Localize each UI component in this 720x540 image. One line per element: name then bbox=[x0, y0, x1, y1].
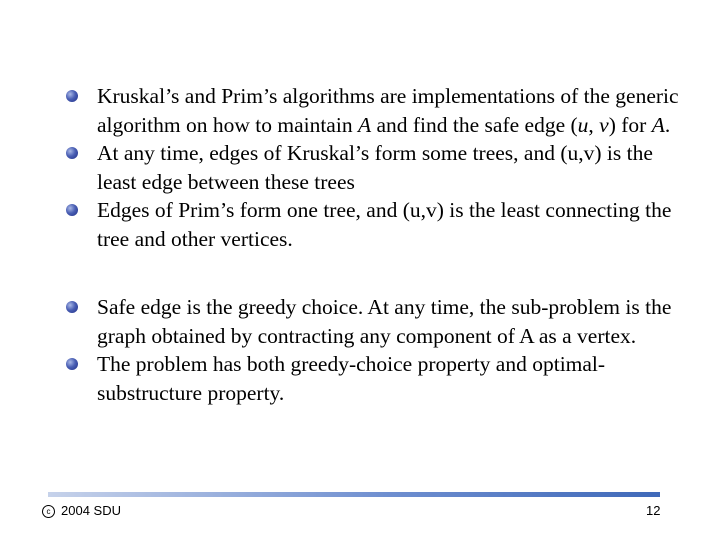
page-number: 12 bbox=[646, 503, 661, 518]
text-segment: . bbox=[664, 112, 671, 137]
copyright-icon: c bbox=[42, 505, 55, 518]
bullet-dot-icon bbox=[66, 301, 78, 313]
bullet-dot-icon bbox=[66, 90, 78, 102]
text-segment-italic: A bbox=[651, 112, 665, 137]
bullet-text: Safe edge is the greedy choice. At any time, the sub-problem is the graph obtained by contracting any component of A as a vertex. bbox=[97, 295, 672, 348]
bullet-dot-icon bbox=[66, 358, 78, 370]
footer-copyright bbox=[42, 503, 121, 518]
text-segment-italic: u bbox=[577, 112, 589, 137]
text-segment: Kruskal’s and Prim’s algorithms are implementations of the generic algorithm on how to maintain bbox=[97, 84, 679, 137]
text-segment: , bbox=[588, 112, 600, 137]
bullet-item bbox=[62, 82, 682, 139]
bullet-dot-icon bbox=[66, 204, 78, 216]
copyright-text: 2004 SDU bbox=[61, 503, 121, 518]
bullet-text: The problem has both greedy-choice property and optimal-substructure property. bbox=[97, 352, 606, 405]
bullet-text: Edges of Prim’s form one tree, and (u,v) is the least connecting the tree and other vertices. bbox=[97, 198, 672, 251]
bullet-text: At any time, edges of Kruskal’s form some trees, and (u,v) is the least edge between these trees bbox=[97, 141, 653, 194]
bullet-item bbox=[62, 139, 682, 196]
bullet-group-spacer bbox=[62, 253, 682, 293]
footer-divider-bar bbox=[48, 492, 660, 497]
bullet-item bbox=[62, 196, 682, 253]
text-segment-italic: A bbox=[357, 112, 372, 137]
bullet-item bbox=[62, 350, 682, 407]
bullet-text bbox=[97, 84, 679, 137]
slide-bullet-list bbox=[62, 82, 682, 407]
bullet-dot-icon bbox=[66, 147, 78, 159]
text-segment: and find the safe edge ( bbox=[371, 112, 578, 137]
text-segment-italic: v bbox=[599, 112, 609, 137]
bullet-item bbox=[62, 293, 682, 350]
text-segment: ) for bbox=[608, 112, 652, 137]
